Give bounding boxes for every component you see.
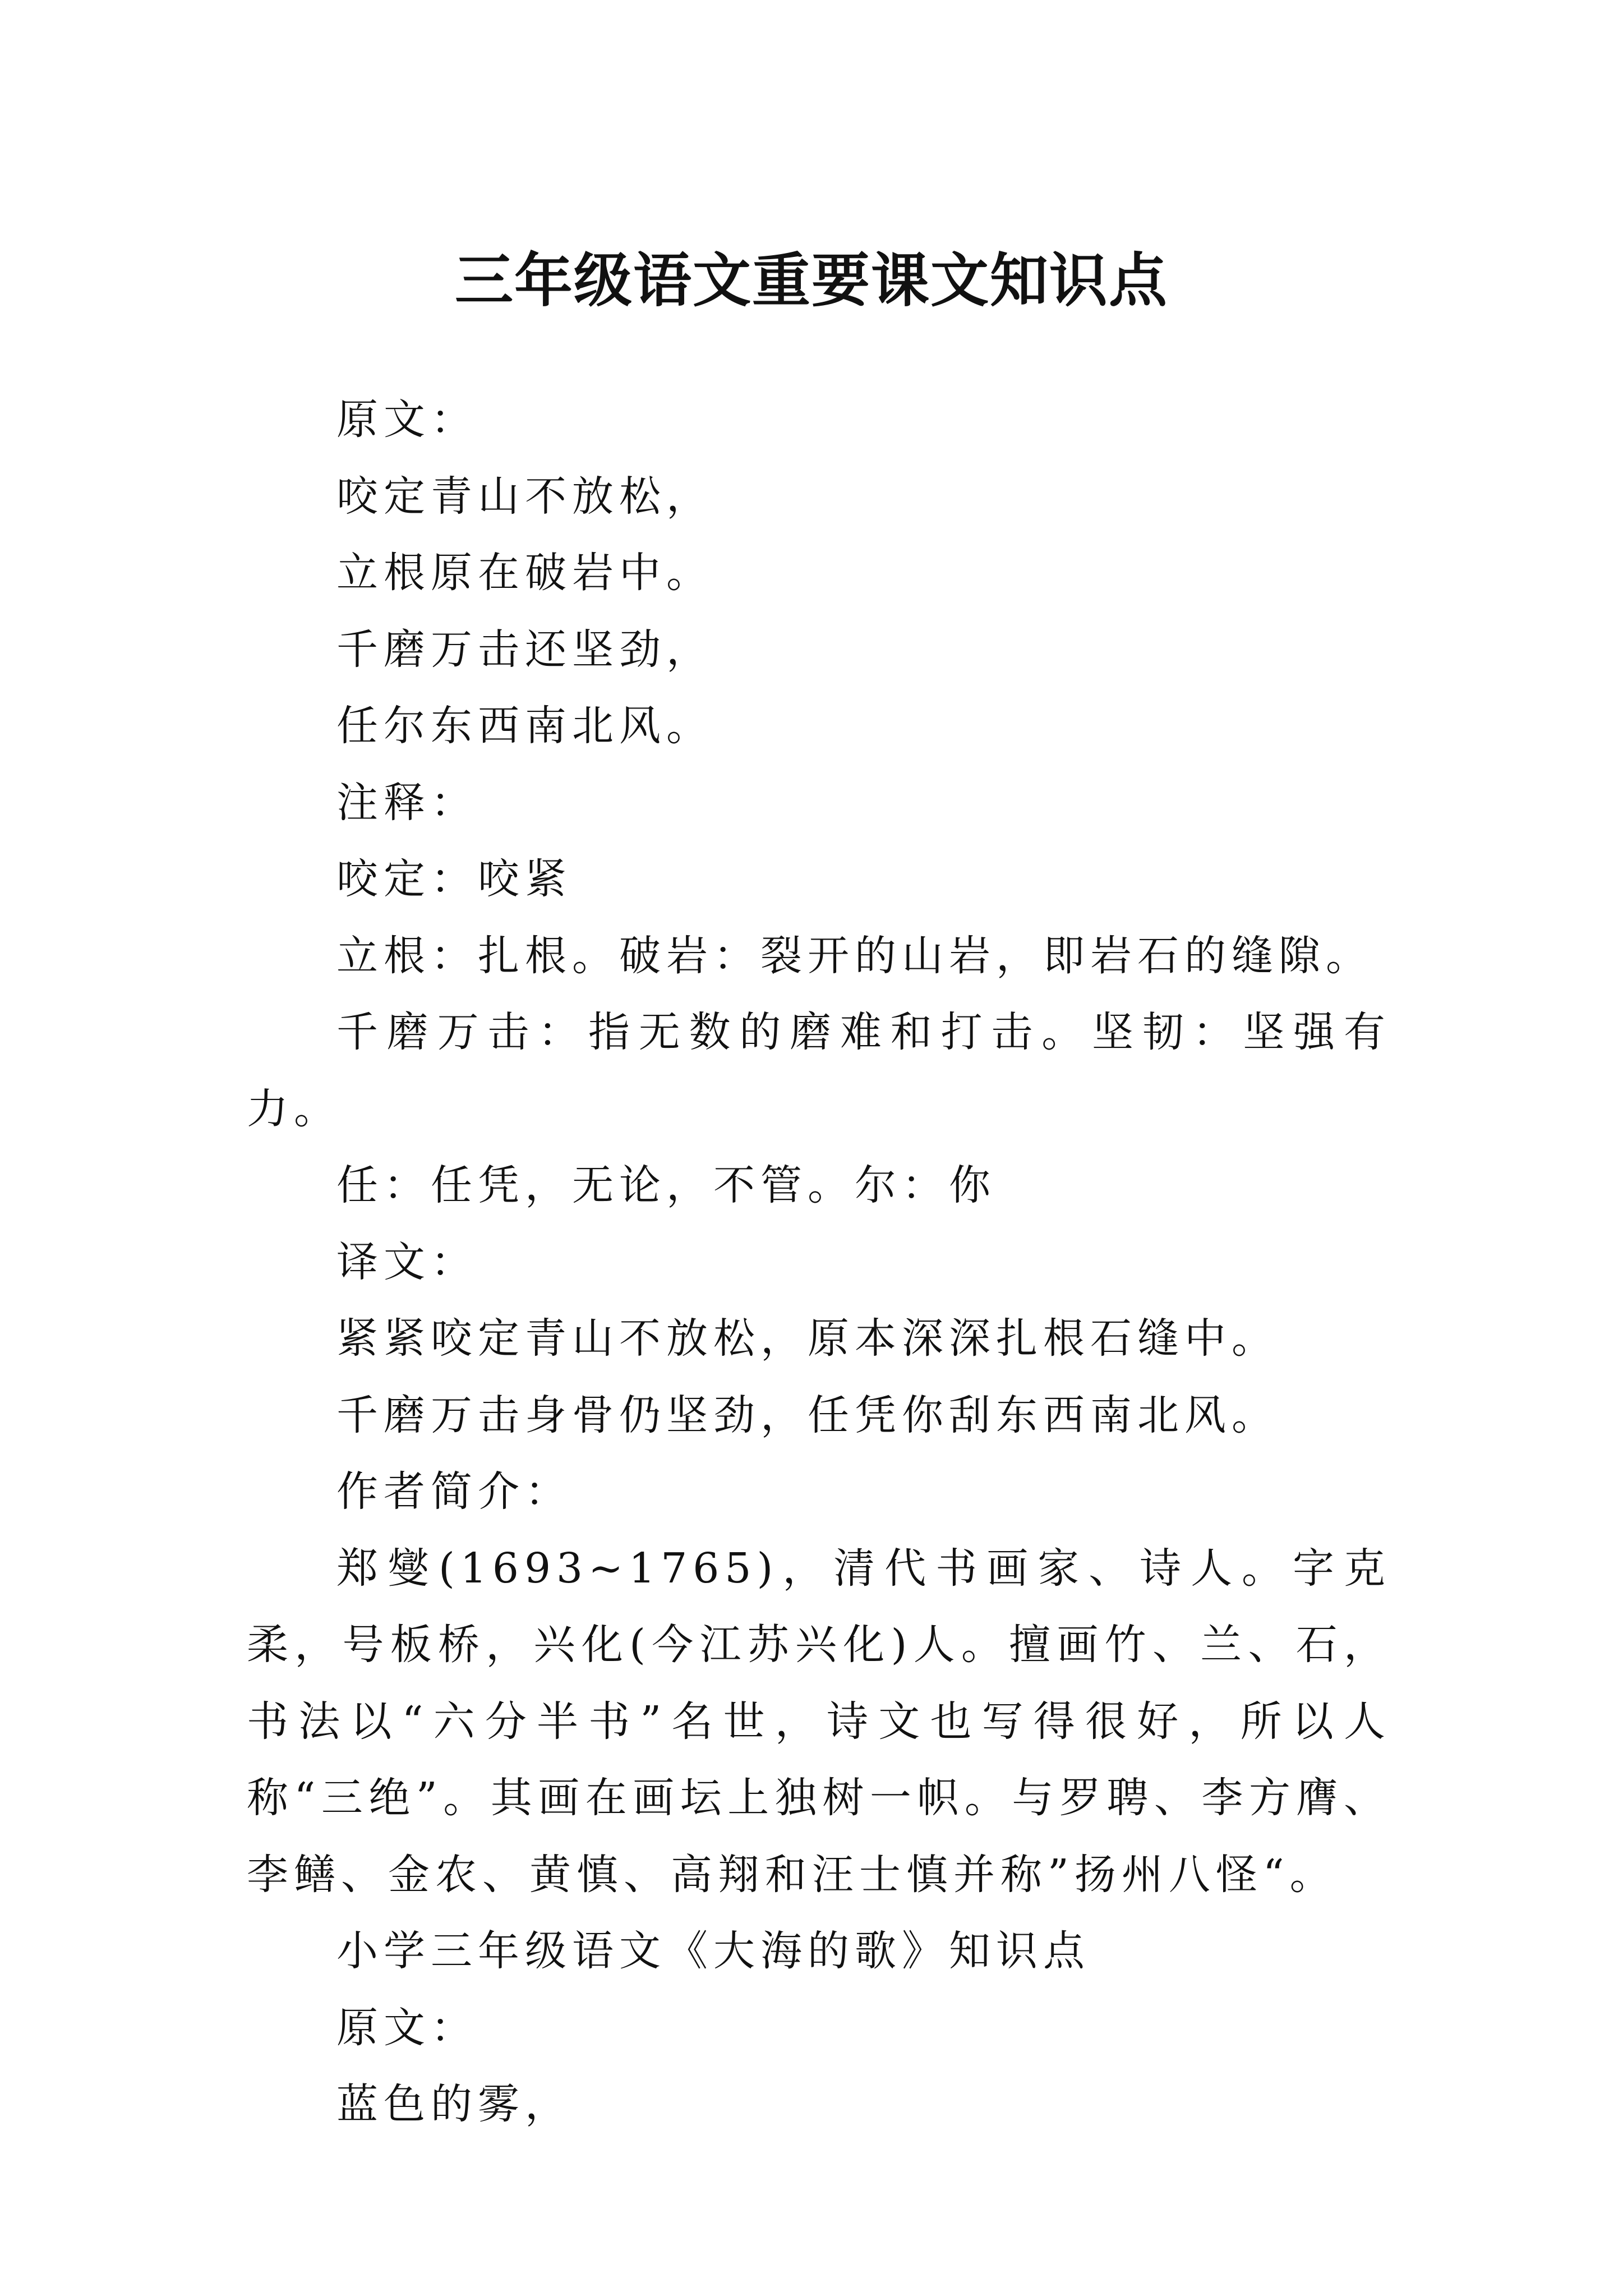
lesson-heading: 小学三年级语文《大海的歌》知识点: [336, 1927, 1090, 1975]
section-heading: 译文：: [336, 1237, 478, 1286]
poem-line: 咬定青山不放松，: [336, 472, 713, 521]
paragraph: 原文：: [336, 395, 478, 444]
author-bio: 郑燮(1693~1765)，清代书画家、诗人。字克柔，号板桥，兴化(今江苏兴化)人。擅画竹、兰、石，书法以“六分半书”名世，诗文也写得很好，所以人称“三绝”。其画在画坛上独树一帜。与罗聘、李方膺、李鳝、金农、黄慎、高翔和汪士慎并称”扬州八怪“。: [247, 1544, 1391, 1899]
paragraph: 立根：扎根。破岩：裂开的山岩，即岩石的缝隙。: [336, 931, 1373, 980]
section-heading: 作者简介：: [336, 1467, 572, 1516]
document-title: 三年级语文重要课文知识点: [454, 245, 1168, 315]
paragraph: 蓝色的雾，: [336, 2080, 572, 2128]
paragraph: 紧紧咬定青山不放松，原本深深扎根石缝中。: [336, 1314, 1279, 1363]
section-heading: 原文：: [336, 2003, 478, 2052]
paragraph: 千磨万击：指无数的磨难和打击。坚韧：坚强有力。: [247, 1008, 1391, 1133]
poem-line: 千磨万击还坚劲，: [336, 625, 713, 674]
poem-line: 任尔东西南北风。: [336, 702, 713, 750]
paragraph: 任：任凭，无论，不管。尔：你: [336, 1161, 996, 1209]
section-heading: 注释：: [336, 778, 478, 827]
paragraph: 千磨万击身骨仍坚劲，任凭你刮东西南北风。: [336, 1391, 1279, 1439]
document-body: [247, 381, 1391, 2143]
poem-line: 立根原在破岩中。: [336, 549, 713, 597]
paragraph: 咬定：咬紧: [336, 855, 572, 903]
